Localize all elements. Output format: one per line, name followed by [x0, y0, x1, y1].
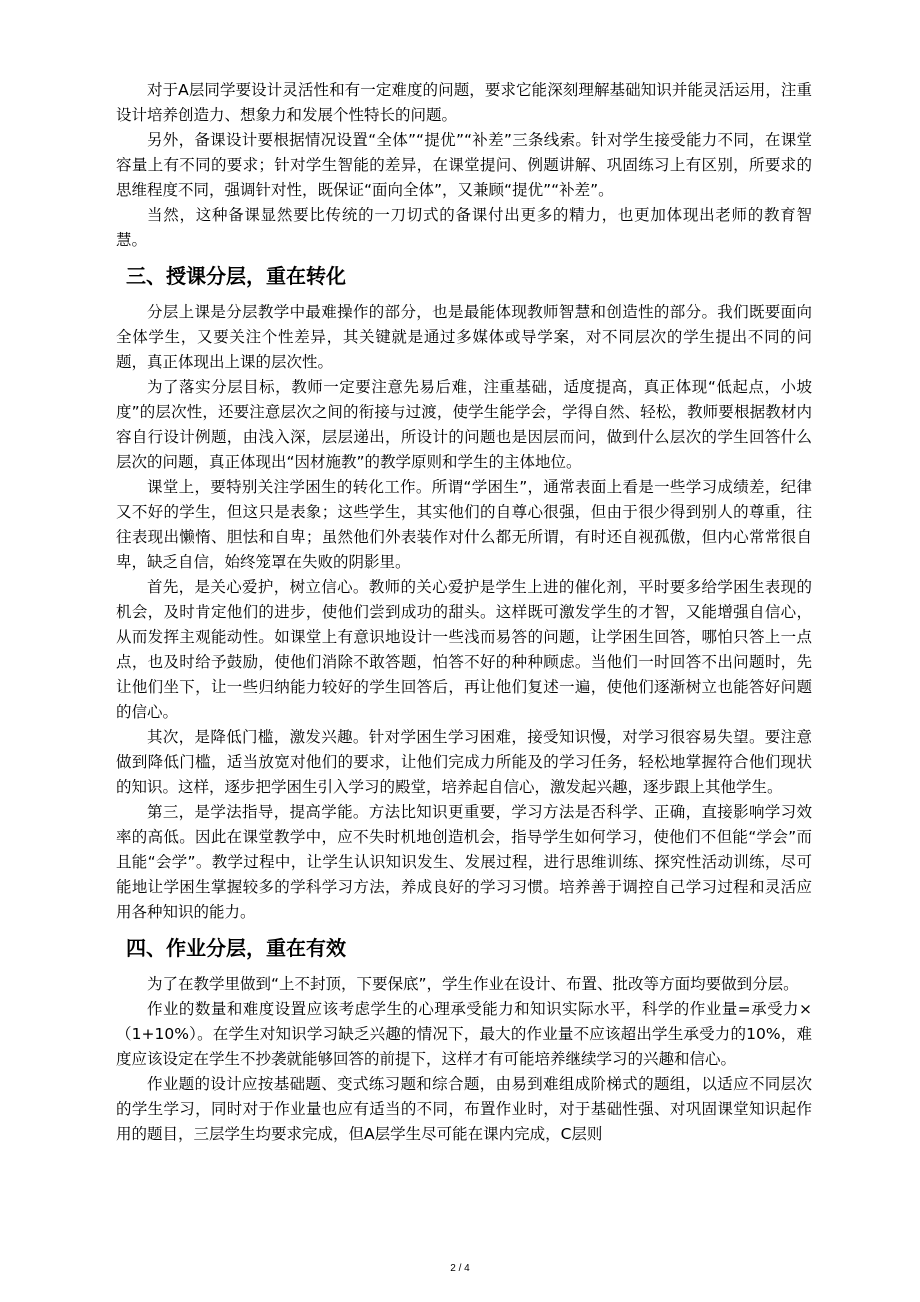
paragraph: 为了落实分层目标，教师一定要注意先易后难，注重基础，适度提高，真正体现“低起点，小坡度”的层次性，还要注意层次之间的衔接与过渡，使学生能学会，学得自然、轻松，教师要根据教材内容自行设计例题，由浅入深，层层递出，所设计的问题也是因层而问，做到什么层次的学生回答什么层次的问题，真正体现出“因材施教”的教学原则和学生的主体地位。: [116, 378, 812, 471]
paragraph: 首先，是关心爱护，树立信心。教师的关心爱护是学生上进的催化剂，平时要多给学困生表现的机会，及时肯定他们的进步，使他们尝到成功的甜头。这样既可激发学生的才智，又能增强自信心，从而发挥主观能动性。如课堂上有意识地设计一些浅而易答的问题，让学困生回答，哪怕只答上一点点，也及时给予鼓励，使他们消除不敢答题，怕答不好的种种顾虑。当他们一时回答不出问题时，先让他们坐下，让一些归纳能力较好的学生回答后，再让他们复述一遍，使他们逐渐树立也能答好问题的信心。: [116, 578, 812, 721]
paragraph: 当然，这种备课显然要比传统的一刀切式的备课付出更多的精力，也更加体现出老师的教育智慧。: [116, 206, 812, 249]
paragraph: 作业的数量和难度设置应该考虑学生的心理承受能力和知识实际水平，科学的作业量=承受力×（1+10%）。在学生对知识学习缺乏兴趣的情况下，最大的作业量不应该超出学生承受力的10%，难度应该设定在学生不抄袭就能够回答的前提下，这样才有可能培养继续学习的兴趣和信心。: [116, 1000, 812, 1068]
paragraph: 第三，是学法指导，提高学能。方法比知识更重要，学习方法是否科学、正确，直接影响学习效率的高低。因此在课堂教学中，应不失时机地创造机会，指导学生如何学习，使他们不但能“学会”而且能“会学”。教学过程中，让学生认识知识发生、发展过程，进行思维训练、探究性活动训练，尽可能地让学困生掌握较多的学科学习方法，养成良好的学习习惯。培养善于调控自己学习过程和灵活应用各种知识的能力。: [116, 803, 812, 921]
paragraph: 分层上课是分层教学中最难操作的部分，也是最能体现教师智慧和创造性的部分。我们既要面向全体学生，又要关注个性差异，其关键就是通过多媒体或导学案，对不同层次的学生提出不同的问题，真正体现出上课的层次性。: [116, 303, 812, 371]
paragraph: 课堂上，要特别关注学困生的转化工作。所谓“学困生”，通常表面上看是一些学习成绩差，纪律又不好的学生，但这只是表象；这些学生，其实他们的自尊心很强，但由于很少得到别人的尊重，往往表现出懒惰、胆怯和自卑；虽然他们外表装作对什么都无所谓，有时还自视孤傲，但内心常常很自卑，缺乏自信，始终笼罩在失败的阴影里。: [116, 478, 812, 571]
page-number: 2 / 4: [450, 1263, 470, 1274]
paragraph: 作业题的设计应按基础题、变式练习题和综合题，由易到难组成阶梯式的题组，以适应不同层次的学生学习，同时对于作业量也应有适当的不同，布置作业时，对于基础性强、对巩固课堂知识起作用的题目，三层学生均要求完成，但A层学生尽可能在课内完成，C层则: [116, 1075, 812, 1143]
section-heading: 四、作业分层，重在有效: [126, 936, 346, 960]
document-body: [116, 78, 812, 1147]
paragraph: 其次，是降低门槛，激发兴趣。针对学困生学习困难，接受知识慢，对学习很容易失望。要注意做到降低门槛，适当放宽对他们的要求，让他们完成力所能及的学习任务，轻松地掌握符合他们现状的知识。这样，逐步把学困生引入学习的殿堂，培养起自信心，激发起兴趣，逐步跟上其他学生。: [116, 728, 812, 796]
paragraph: 另外，备课设计要根据情况设置“全体”“提优”“补差”三条线索。针对学生接受能力不同，在课堂容量上有不同的要求；针对学生智能的差异，在课堂提问、例题讲解、巩固练习上有区别，所要求的思维程度不同，强调针对性，既保证“面向全体”，又兼顾“提优”“补差”。: [116, 131, 812, 199]
paragraph: 对于A层同学要设计灵活性和有一定难度的问题，要求它能深刻理解基础知识并能灵活运用，注重设计培养创造力、想象力和发展个性特长的问题。: [116, 81, 812, 124]
paragraph: 为了在教学里做到“上不封顶，下要保底”，学生作业在设计、布置、批改等方面均要做到分层。: [147, 975, 799, 993]
section-heading: 三、授课分层，重在转化: [126, 264, 346, 288]
